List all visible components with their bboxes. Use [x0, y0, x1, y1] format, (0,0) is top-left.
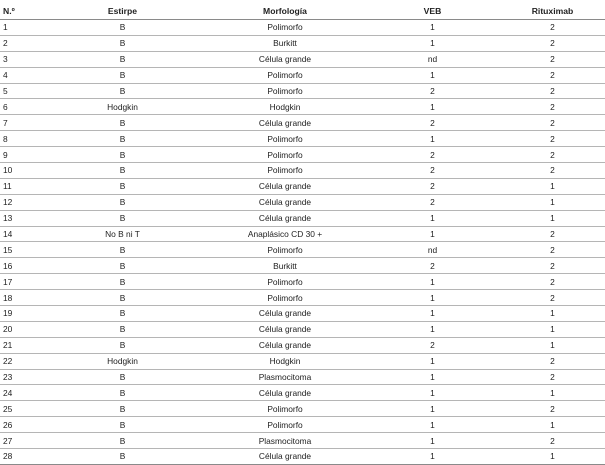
- cell-rituximab: 2: [500, 353, 605, 369]
- cell-number: 16: [0, 258, 40, 274]
- cell-estirpe: B: [40, 194, 205, 210]
- table-row: [0, 242, 605, 258]
- cell-number: 4: [0, 67, 40, 83]
- cell-veb: 2: [365, 147, 500, 163]
- header-row: [0, 3, 605, 20]
- cell-estirpe: B: [40, 115, 205, 131]
- cell-morfologia: Polimorfo: [205, 274, 365, 290]
- cell-veb: 1: [365, 321, 500, 337]
- cell-estirpe: B: [40, 147, 205, 163]
- cell-number: 9: [0, 147, 40, 163]
- header-morfologia: Morfología: [205, 3, 365, 20]
- cell-veb: 1: [365, 274, 500, 290]
- cell-estirpe: B: [40, 274, 205, 290]
- cell-morfologia: Polimorfo: [205, 401, 365, 417]
- cell-rituximab: 2: [500, 115, 605, 131]
- cell-veb: nd: [365, 242, 500, 258]
- cell-estirpe: No B ni T: [40, 226, 205, 242]
- cell-number: 24: [0, 385, 40, 401]
- cell-number: 11: [0, 178, 40, 194]
- cell-number: 3: [0, 51, 40, 67]
- cell-rituximab: 1: [500, 194, 605, 210]
- cell-morfologia: Célula grande: [205, 115, 365, 131]
- cell-morfologia: Polimorfo: [205, 131, 365, 147]
- cell-veb: 1: [365, 131, 500, 147]
- cell-number: 13: [0, 210, 40, 226]
- cell-morfologia: Polimorfo: [205, 147, 365, 163]
- cell-rituximab: 2: [500, 51, 605, 67]
- table-row: [0, 131, 605, 147]
- cell-estirpe: B: [40, 401, 205, 417]
- table-body: [0, 20, 605, 465]
- cell-veb: 1: [365, 369, 500, 385]
- cell-rituximab: 2: [500, 290, 605, 306]
- cell-morfologia: Burkitt: [205, 258, 365, 274]
- cell-number: 27: [0, 433, 40, 449]
- table-header: [0, 3, 605, 20]
- cell-estirpe: B: [40, 35, 205, 51]
- cell-estirpe: B: [40, 210, 205, 226]
- table-row: [0, 321, 605, 337]
- cell-morfologia: Célula grande: [205, 194, 365, 210]
- cell-rituximab: 2: [500, 163, 605, 179]
- table-row: [0, 226, 605, 242]
- cell-morfologia: Polimorfo: [205, 242, 365, 258]
- cell-veb: 1: [365, 353, 500, 369]
- cell-number: 15: [0, 242, 40, 258]
- table-row: [0, 401, 605, 417]
- cell-morfologia: Plasmocitoma: [205, 433, 365, 449]
- cell-rituximab: 2: [500, 401, 605, 417]
- cell-morfologia: Burkitt: [205, 35, 365, 51]
- cell-veb: 1: [365, 449, 500, 465]
- cell-rituximab: 2: [500, 131, 605, 147]
- cell-number: 17: [0, 274, 40, 290]
- cell-estirpe: B: [40, 449, 205, 465]
- cell-number: 22: [0, 353, 40, 369]
- cell-morfologia: Célula grande: [205, 449, 365, 465]
- cell-rituximab: 2: [500, 35, 605, 51]
- cell-estirpe: Hodgkin: [40, 99, 205, 115]
- cell-morfologia: Célula grande: [205, 306, 365, 322]
- cell-morfologia: Anaplásico CD 30 +: [205, 226, 365, 242]
- cell-morfologia: Célula grande: [205, 337, 365, 353]
- cell-rituximab: 2: [500, 147, 605, 163]
- cell-veb: 1: [365, 67, 500, 83]
- cell-veb: 2: [365, 83, 500, 99]
- cell-rituximab: 1: [500, 178, 605, 194]
- cell-veb: 1: [365, 290, 500, 306]
- cell-rituximab: 1: [500, 337, 605, 353]
- cell-estirpe: B: [40, 131, 205, 147]
- cell-morfologia: Célula grande: [205, 210, 365, 226]
- cell-number: 8: [0, 131, 40, 147]
- cell-number: 19: [0, 306, 40, 322]
- cell-veb: 2: [365, 337, 500, 353]
- cell-veb: 1: [365, 210, 500, 226]
- cell-estirpe: B: [40, 51, 205, 67]
- cell-estirpe: B: [40, 337, 205, 353]
- cell-estirpe: Hodgkin: [40, 353, 205, 369]
- cell-number: 1: [0, 20, 40, 36]
- cell-rituximab: 1: [500, 385, 605, 401]
- cell-number: 25: [0, 401, 40, 417]
- table-row: [0, 385, 605, 401]
- cell-veb: 1: [365, 35, 500, 51]
- table-row: [0, 306, 605, 322]
- cell-morfologia: Polimorfo: [205, 417, 365, 433]
- cell-morfologia: Célula grande: [205, 178, 365, 194]
- cell-morfologia: Célula grande: [205, 385, 365, 401]
- cell-veb: 2: [365, 178, 500, 194]
- cell-number: 21: [0, 337, 40, 353]
- table-row: [0, 369, 605, 385]
- table-row: [0, 337, 605, 353]
- cell-estirpe: B: [40, 242, 205, 258]
- cell-rituximab: 2: [500, 67, 605, 83]
- cell-number: 6: [0, 99, 40, 115]
- cell-estirpe: B: [40, 369, 205, 385]
- cell-number: 14: [0, 226, 40, 242]
- table-row: [0, 35, 605, 51]
- cell-rituximab: 2: [500, 274, 605, 290]
- cell-number: 7: [0, 115, 40, 131]
- cell-estirpe: B: [40, 20, 205, 36]
- cell-number: 18: [0, 290, 40, 306]
- cell-veb: 2: [365, 115, 500, 131]
- cell-estirpe: B: [40, 417, 205, 433]
- cell-estirpe: B: [40, 385, 205, 401]
- header-estirpe: Estirpe: [40, 3, 205, 20]
- cell-estirpe: B: [40, 83, 205, 99]
- cell-estirpe: B: [40, 306, 205, 322]
- table-row: [0, 147, 605, 163]
- cell-rituximab: 1: [500, 306, 605, 322]
- table-row: [0, 433, 605, 449]
- cell-number: 5: [0, 83, 40, 99]
- cell-rituximab: 1: [500, 210, 605, 226]
- cell-morfologia: Hodgkin: [205, 99, 365, 115]
- cell-morfologia: Célula grande: [205, 51, 365, 67]
- cell-rituximab: 2: [500, 433, 605, 449]
- cell-number: 2: [0, 35, 40, 51]
- table-row: [0, 178, 605, 194]
- cell-estirpe: B: [40, 163, 205, 179]
- cell-veb: 1: [365, 99, 500, 115]
- table-row: [0, 290, 605, 306]
- cell-rituximab: 1: [500, 321, 605, 337]
- cell-rituximab: 2: [500, 242, 605, 258]
- cell-veb: 1: [365, 226, 500, 242]
- table-row: [0, 51, 605, 67]
- cell-number: 23: [0, 369, 40, 385]
- table-row: [0, 353, 605, 369]
- header-veb: VEB: [365, 3, 500, 20]
- cell-number: 28: [0, 449, 40, 465]
- table-row: [0, 67, 605, 83]
- cell-morfologia: Plasmocitoma: [205, 369, 365, 385]
- table-row: [0, 83, 605, 99]
- cell-number: 26: [0, 417, 40, 433]
- cell-morfologia: Polimorfo: [205, 163, 365, 179]
- cell-veb: 1: [365, 306, 500, 322]
- cell-veb: 1: [365, 401, 500, 417]
- cell-rituximab: 2: [500, 99, 605, 115]
- cell-rituximab: 2: [500, 226, 605, 242]
- header-rituximab: Rituximab: [500, 3, 605, 20]
- cell-veb: 1: [365, 385, 500, 401]
- cell-morfologia: Polimorfo: [205, 83, 365, 99]
- cell-veb: nd: [365, 51, 500, 67]
- table-row: [0, 20, 605, 36]
- cell-number: 20: [0, 321, 40, 337]
- cell-estirpe: B: [40, 67, 205, 83]
- cell-veb: 1: [365, 417, 500, 433]
- cell-rituximab: 2: [500, 83, 605, 99]
- cell-morfologia: Polimorfo: [205, 290, 365, 306]
- cell-rituximab: 2: [500, 369, 605, 385]
- table-row: [0, 258, 605, 274]
- cell-veb: 1: [365, 20, 500, 36]
- cell-morfologia: Hodgkin: [205, 353, 365, 369]
- cell-estirpe: B: [40, 321, 205, 337]
- cell-rituximab: 1: [500, 449, 605, 465]
- table-row: [0, 210, 605, 226]
- cell-rituximab: 2: [500, 20, 605, 36]
- cell-morfologia: Polimorfo: [205, 67, 365, 83]
- table-row: [0, 274, 605, 290]
- cell-rituximab: 1: [500, 417, 605, 433]
- cell-rituximab: 2: [500, 258, 605, 274]
- table-row: [0, 163, 605, 179]
- table-row: [0, 417, 605, 433]
- cell-veb: 2: [365, 258, 500, 274]
- cell-morfologia: Polimorfo: [205, 20, 365, 36]
- cell-estirpe: B: [40, 178, 205, 194]
- cell-morfologia: Célula grande: [205, 321, 365, 337]
- cell-number: 12: [0, 194, 40, 210]
- table-row: [0, 194, 605, 210]
- lymphoma-table: [0, 3, 605, 465]
- cell-estirpe: B: [40, 290, 205, 306]
- header-number: N.º: [0, 3, 40, 20]
- table-row: [0, 99, 605, 115]
- cell-veb: 2: [365, 163, 500, 179]
- cell-estirpe: B: [40, 433, 205, 449]
- cell-veb: 2: [365, 194, 500, 210]
- cell-veb: 1: [365, 433, 500, 449]
- cell-estirpe: B: [40, 258, 205, 274]
- cell-number: 10: [0, 163, 40, 179]
- table-row: [0, 115, 605, 131]
- data-table-container: [0, 3, 605, 465]
